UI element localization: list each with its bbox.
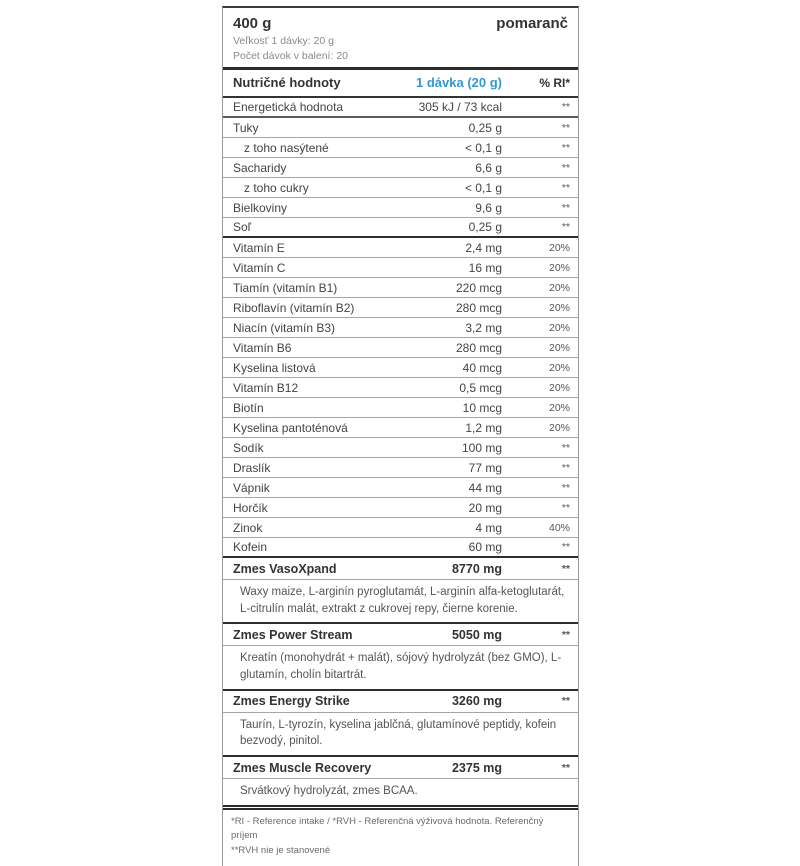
blend-row	[223, 624, 578, 646]
nutrient-ri: 20%	[548, 241, 570, 254]
title-block	[223, 8, 578, 70]
nutrient-ri: 20%	[548, 341, 570, 354]
nutrient-label: Vápnik	[233, 480, 270, 495]
nutrient-row	[223, 338, 578, 358]
nutrient-row	[223, 498, 578, 518]
nutrient-ri: 20%	[548, 381, 570, 394]
nutrient-value: 3,2 mg	[465, 320, 502, 335]
nutrient-value: 100 mg	[461, 440, 502, 455]
nutrient-row	[223, 278, 578, 298]
package-weight: 400 g	[233, 15, 272, 32]
nutrient-label: Zmes Muscle Recovery	[233, 760, 372, 775]
nutrient-value: 16 mg	[468, 260, 502, 275]
blend-description-row: Srvátkový hydrolyzát, zmes BCAA.	[223, 779, 578, 810]
blend-row	[223, 558, 578, 580]
nutrient-ri: **	[561, 101, 570, 113]
nutrient-value: 40 mcg	[462, 360, 502, 375]
nutrient-value: 10 mcg	[462, 400, 502, 415]
nutrient-ri: **	[561, 141, 570, 154]
header-ri: % RI*	[539, 75, 570, 90]
nutrient-value: 9,6 g	[475, 200, 502, 215]
nutrient-ri: **	[561, 161, 570, 174]
nutrient-ri: **	[561, 541, 570, 553]
nutrient-ri: **	[561, 761, 570, 774]
nutrient-label: Tuky	[233, 120, 259, 135]
nutrient-value: 0,25 g	[468, 220, 502, 234]
nutrient-ri: **	[561, 181, 570, 194]
nutrient-row	[223, 198, 578, 218]
nutrient-row	[223, 258, 578, 278]
nutrient-row	[223, 98, 578, 118]
nutrient-row	[223, 318, 578, 338]
nutrient-value: 0,5 mcg	[459, 380, 502, 395]
nutrient-row	[223, 158, 578, 178]
nutrient-value: 0,25 g	[468, 120, 502, 135]
nutrient-value: 44 mg	[468, 480, 502, 495]
nutrient-value: 2375 mg	[451, 760, 502, 775]
nutrition-rows	[223, 98, 578, 810]
nutrient-label: Kofein	[233, 540, 268, 554]
nutrient-label: Horčík	[233, 500, 268, 515]
nutrient-ri: **	[561, 501, 570, 514]
nutrient-label: Bielkoviny	[233, 200, 288, 215]
nutrient-value: < 0,1 g	[464, 180, 502, 195]
nutrient-ri: 20%	[548, 261, 570, 274]
nutrient-label: Zmes Energy Strike	[233, 694, 350, 709]
nutrient-ri: **	[561, 461, 570, 474]
table-header	[223, 70, 578, 98]
nutrient-label: Energetická hodnota	[233, 100, 344, 114]
nutrient-label: Kyselina pantoténová	[233, 420, 348, 435]
flavor-name: pomaranč	[496, 15, 568, 32]
header-serving: 1 dávka (20 g)	[416, 75, 502, 90]
nutrient-ri: **	[561, 441, 570, 454]
nutrient-ri: 20%	[548, 321, 570, 334]
nutrient-label: Zmes Power Stream	[233, 627, 353, 642]
nutrient-row	[223, 178, 578, 198]
serving-size-text: Veľkosť 1 dávky: 20 g	[233, 35, 334, 47]
nutrient-row	[223, 378, 578, 398]
nutrient-ri: **	[561, 562, 570, 575]
nutrient-value: 280 mcg	[455, 300, 502, 315]
nutrient-row	[223, 538, 578, 558]
nutrient-value: 280 mcg	[455, 340, 502, 355]
nutrient-value: 5050 mg	[451, 627, 502, 642]
nutrient-label: Vitamín C	[233, 260, 286, 275]
nutrient-row	[223, 118, 578, 138]
blend-description-row: Waxy maize, L-arginín pyroglutamát, L-arginín alfa-ketoglutarát, L-citrulín malát, extrakt z cukrovej repy, čierne korenie.	[223, 580, 578, 624]
nutrient-label: Niacín (vitamín B3)	[233, 320, 336, 335]
nutrient-ri: **	[561, 481, 570, 494]
nutrient-label: Soľ	[233, 220, 252, 234]
nutrient-value: 220 mcg	[455, 280, 502, 295]
nutrient-row	[223, 298, 578, 318]
nutrient-value: 4 mg	[475, 520, 502, 535]
nutrient-label: Tiamín (vitamín B1)	[233, 280, 338, 295]
title-row	[233, 15, 568, 32]
nutrient-label: z toho cukry	[244, 180, 309, 195]
nutrient-row	[223, 138, 578, 158]
nutrient-value: 60 mg	[468, 540, 502, 554]
nutrient-value: < 0,1 g	[464, 140, 502, 155]
nutrient-row	[223, 238, 578, 258]
nutrient-label: Zinok	[233, 520, 263, 535]
nutrient-row	[223, 418, 578, 438]
nutrient-label: Biotín	[233, 400, 264, 415]
blend-description-row: Taurín, L-tyrozín, kyselina jablčná, glutamínové peptidy, kofein bezvodý, pinitol.	[223, 713, 578, 757]
nutrient-ri: 40%	[548, 521, 570, 534]
nutrient-value: 1,2 mg	[465, 420, 502, 435]
nutrient-value: 8770 mg	[451, 561, 502, 576]
blend-row	[223, 691, 578, 713]
nutrition-label	[222, 6, 579, 866]
nutrient-row	[223, 478, 578, 498]
nutrient-label: Draslík	[233, 460, 271, 475]
footnote-line-2: **RVH nie je stanovené	[231, 845, 331, 857]
nutrient-label: Sacharidy	[233, 160, 287, 175]
nutrient-label: z toho nasýtené	[244, 140, 329, 155]
nutrient-value: 6,6 g	[475, 160, 502, 175]
nutrient-ri: **	[561, 695, 570, 708]
nutrient-ri: 20%	[548, 301, 570, 314]
nutrient-row	[223, 398, 578, 418]
nutrient-ri: 20%	[548, 401, 570, 414]
blend-row	[223, 757, 578, 779]
nutrient-label: Riboflavín (vitamín B2)	[233, 300, 355, 315]
nutrient-value: 20 mg	[468, 500, 502, 515]
servings-per-pack-text: Počet dávok v balení: 20	[233, 50, 348, 62]
nutrient-value: 2,4 mg	[465, 240, 502, 255]
nutrient-ri: **	[561, 121, 570, 134]
nutrient-ri: **	[561, 628, 570, 641]
blend-description-row: Kreatín (monohydrát + malát), sójový hydrolyzát (bez GMO), L-glutamín, cholín bitartrát.	[223, 646, 578, 690]
nutrient-label: Vitamín B12	[233, 380, 299, 395]
nutrient-row	[223, 358, 578, 378]
nutrient-row	[223, 458, 578, 478]
nutrient-ri: **	[561, 221, 570, 233]
nutrient-label: Vitamín E	[233, 240, 285, 255]
nutrient-label: Kyselina listová	[233, 360, 316, 375]
footnote-line-1: *RI - Reference intake / *RVH - Referenčná výživová hodnota. Referenčný príjem	[231, 815, 544, 842]
nutrient-ri: **	[561, 201, 570, 214]
nutrient-value: 305 kJ / 73 kcal	[418, 100, 502, 114]
nutrient-row	[223, 438, 578, 458]
nutrient-label: Vitamín B6	[233, 340, 292, 355]
nutrient-label: Zmes VasoXpand	[233, 561, 337, 576]
nutrient-ri: 20%	[548, 421, 570, 434]
nutrient-row	[223, 218, 578, 238]
nutrient-value: 3260 mg	[451, 694, 502, 709]
header-nutrients: Nutričné hodnoty	[233, 75, 341, 90]
nutrient-ri: 20%	[548, 281, 570, 294]
nutrient-row	[223, 518, 578, 538]
nutrient-value: 77 mg	[468, 460, 502, 475]
nutrient-ri: 20%	[548, 361, 570, 374]
nutrient-label: Sodík	[233, 440, 264, 455]
footnote	[223, 810, 578, 866]
